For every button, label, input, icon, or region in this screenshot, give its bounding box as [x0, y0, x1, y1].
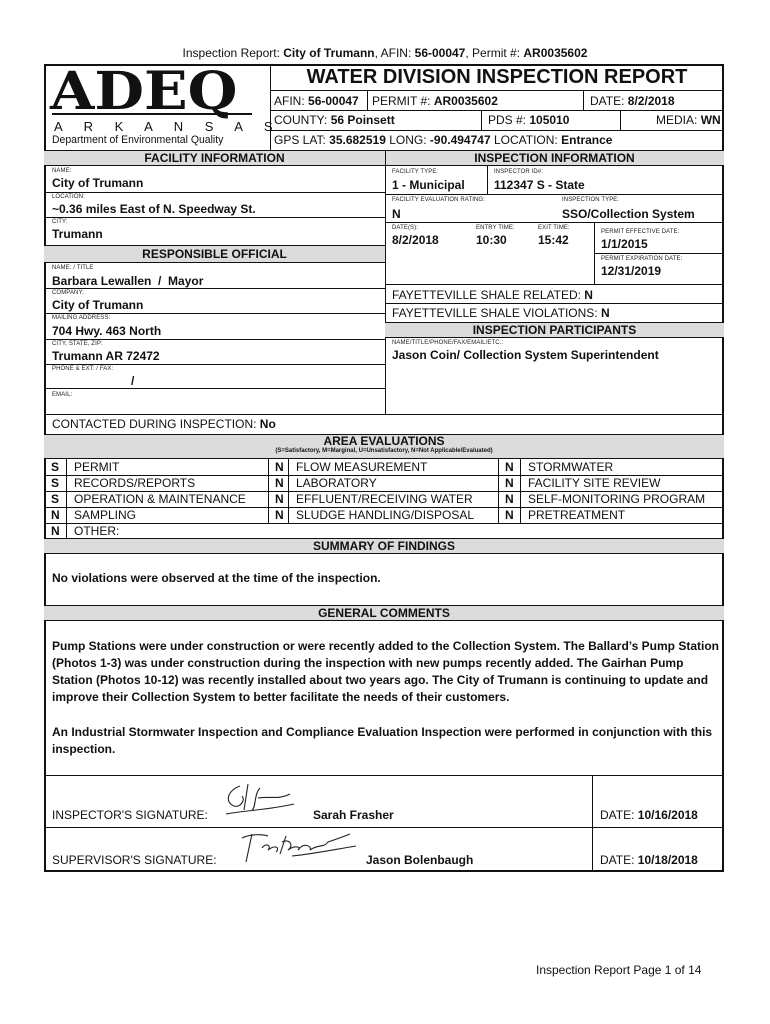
official-name-rule	[44, 288, 385, 289]
area-eval-gridline	[66, 459, 67, 475]
eval-row-rule	[385, 222, 724, 223]
area-evaluations-title: AREA EVALUATIONS	[323, 434, 445, 448]
adeq-logo-text: ADEQ	[50, 61, 238, 122]
area-eval-label: FACILITY SITE REVIEW	[528, 476, 661, 490]
gps-lat-value: 35.682519	[329, 133, 386, 147]
participants-value: Jason Coin/ Collection System Superintendent	[392, 348, 659, 362]
findings-heading	[44, 538, 724, 554]
page-header-afin-label: , AFIN:	[374, 46, 412, 60]
area-eval-gridline	[498, 459, 499, 475]
area-eval-gridline	[268, 491, 269, 507]
type-row-rule	[385, 194, 724, 195]
area-eval-code: S	[51, 492, 60, 506]
media-value: WN	[700, 113, 721, 127]
area-eval-gridline	[268, 459, 269, 475]
comments-heading	[44, 605, 724, 621]
supervisor-date-value: 10/18/2018	[637, 853, 698, 867]
inspector-name: Sarah Frasher	[313, 808, 394, 822]
page-header-facility: City of Trumann	[283, 46, 375, 60]
contacted-label: CONTACTED DURING INSPECTION:	[52, 417, 257, 431]
inspection-type-label: INSPECTION TYPE:	[562, 197, 620, 203]
inspection-type-value: SSO/Collection System	[562, 207, 695, 221]
effective-date-label: PERMIT EFFECTIVE DATE:	[601, 229, 680, 235]
gps-lat-label: GPS LAT:	[274, 133, 326, 147]
area-evaluations-legend: (S=Satisfactory, M=Marginal, U=Unsatisfactory, N=Not Applicable/Evaluated)	[275, 448, 493, 454]
comments-para-2: An Industrial Stormwater Inspection and Compliance Evaluation Inspection were performed in conjunction with this inspection.	[52, 725, 713, 756]
official-name-value: Barbara Lewallen / Mayor	[52, 274, 204, 288]
shale-violations-label: FAYETTEVILLE SHALE VIOLATIONS:	[392, 306, 598, 320]
area-eval-label: OTHER:	[74, 524, 120, 538]
page-header-permit: AR0035602	[523, 46, 588, 60]
official-phone-sep: /	[131, 374, 135, 388]
signature-divider	[592, 775, 593, 872]
facility-info-heading-text: FACILITY INFORMATION	[144, 151, 285, 165]
gps-cell	[274, 133, 612, 147]
official-csz-rule	[44, 364, 385, 365]
participants-label: NAME/TITLE/PHONE/FAX/EMAIL/ETC.:	[392, 340, 504, 346]
middle-divider	[385, 150, 386, 414]
facility-location-label: LOCATION:	[52, 194, 85, 200]
afin-row-rule	[270, 110, 722, 111]
official-company-label: COMPANY:	[52, 290, 85, 296]
area-eval-label: FLOW MEASUREMENT	[296, 460, 428, 474]
shale-related-label: FAYETTEVILLE SHALE RELATED:	[392, 288, 581, 302]
official-company-value: City of Trumann	[52, 298, 144, 312]
area-eval-gridline	[520, 507, 521, 523]
area-eval-gridline	[66, 491, 67, 507]
area-eval-gridline	[66, 507, 67, 523]
media-cell	[656, 113, 721, 127]
eval-rating-label: FACILITY EVALUATION RATING:	[392, 197, 485, 203]
area-eval-gridline	[66, 475, 67, 491]
area-eval-gridline	[288, 475, 289, 491]
area-eval-code: N	[51, 508, 60, 522]
area-eval-label: PERMIT	[74, 460, 120, 474]
responsible-official-heading	[44, 245, 385, 263]
area-eval-gridline	[288, 459, 289, 475]
supervisor-signature-image	[232, 828, 362, 868]
expiration-date-value: 12/31/2019	[601, 264, 662, 278]
area-eval-label: SLUDGE HANDLING/DISPOSAL	[296, 508, 475, 522]
inspector-date-label: DATE:	[600, 808, 635, 822]
permit-label: PERMIT #:	[372, 94, 431, 108]
supervisor-date-label: DATE:	[600, 853, 635, 867]
media-label: MEDIA:	[656, 113, 698, 127]
area-eval-gridline	[268, 507, 269, 523]
area-eval-label: EFFLUENT/RECEIVING WATER	[296, 492, 473, 506]
area-eval-code: N	[505, 508, 514, 522]
date-label: DATE:	[590, 94, 625, 108]
responsible-official-heading-text: RESPONSIBLE OFFICIAL	[142, 247, 287, 261]
area-eval-gridline	[498, 475, 499, 491]
area-eval-label: LABORATORY	[296, 476, 377, 490]
entry-time-label: ENTRY TIME:	[476, 225, 515, 231]
area-eval-label: SELF-MONITORING PROGRAM	[528, 492, 706, 506]
pds-divider	[620, 110, 621, 130]
eval-rating-value: N	[392, 207, 401, 221]
page-header-permit-label: , Permit #:	[465, 46, 521, 60]
shale-violations-value: N	[600, 306, 610, 320]
area-eval-code: N	[51, 524, 60, 538]
official-email-label: EMAIL:	[52, 392, 73, 398]
inspector-id-value: 112347 S - State	[494, 178, 585, 192]
facility-city-value: Trumann	[52, 227, 103, 241]
area-eval-code: S	[51, 460, 60, 474]
page-header-afin: 56-00047	[414, 46, 466, 60]
contacted-top-rule	[44, 414, 724, 415]
county-value: 56 Poinsett	[330, 113, 395, 127]
participants-heading-text: INSPECTION PARTICIPANTS	[472, 323, 637, 337]
official-mailing-rule	[44, 339, 385, 340]
permit-divider	[583, 90, 584, 110]
type-id-divider	[487, 166, 488, 194]
dates-row-rule	[385, 284, 724, 285]
area-eval-gridline	[520, 491, 521, 507]
page-number: Inspection Report Page 1 of 14	[536, 963, 702, 977]
supervisor-name: Jason Bolenbaugh	[366, 853, 474, 867]
area-eval-gridline	[268, 475, 269, 491]
shale-violations	[392, 306, 610, 320]
contacted-value: No	[259, 417, 276, 431]
dates-label: DATE(S):	[392, 225, 419, 231]
pds-label: PDS #:	[488, 113, 527, 127]
area-eval-code: N	[505, 492, 514, 506]
gps-long-label: LONG:	[389, 133, 427, 147]
inspector-date-value: 10/16/2018	[637, 808, 698, 822]
area-eval-gridline	[498, 507, 499, 523]
agency-state: A R K A N S A S	[54, 119, 282, 134]
supervisor-date	[600, 853, 698, 867]
shale-related	[392, 288, 593, 302]
area-eval-gridline	[498, 523, 724, 524]
agency-department: Department of Environmental Quality	[52, 134, 224, 146]
afin-divider	[367, 90, 368, 110]
area-eval-gridline	[520, 475, 521, 491]
county-divider	[481, 110, 482, 130]
area-eval-label: STORMWATER	[528, 460, 614, 474]
official-mailing-label: MAILING ADDRESS:	[52, 315, 111, 321]
official-phone-rule	[44, 388, 385, 389]
area-eval-code: N	[275, 460, 284, 474]
facility-location-rule	[44, 217, 385, 218]
logo-underline	[52, 113, 252, 115]
exit-time-value: 15:42	[538, 233, 569, 247]
supervisor-signature-label: SUPERVISOR'S SIGNATURE:	[52, 853, 217, 867]
facility-city-label: CITY:	[52, 219, 68, 225]
signature-top-rule	[44, 775, 724, 776]
county-cell	[274, 113, 395, 127]
facility-type-value: 1 - Municipal	[392, 178, 465, 192]
county-row-rule	[270, 130, 722, 131]
area-evaluations-heading	[44, 434, 724, 459]
findings-heading-text: SUMMARY OF FINDINGS	[312, 539, 455, 553]
official-company-rule	[44, 313, 385, 314]
comments-para-1: Pump Stations were under construction or were recently added to the Collection System. The Ballard’s Pump Station (Photos 1-3) was under construction during the inspection with new pumps recently added. The Gairhan Pump Station (Photos 10-12) was recently installed about two years ago. The City of Trumann is continuing to update and improve their Collection System to better facilitate the needs of their customers.	[52, 639, 720, 704]
inspection-info-heading	[385, 150, 724, 166]
area-eval-gridline	[288, 491, 289, 507]
location-label: LOCATION:	[493, 133, 558, 147]
title-rule	[270, 90, 722, 91]
effective-date-rule	[594, 253, 724, 254]
area-eval-code: N	[505, 476, 514, 490]
signature-mid-rule	[44, 827, 724, 828]
page-header	[0, 46, 770, 60]
inspector-signature-label: INSPECTOR'S SIGNATURE:	[52, 808, 208, 822]
facility-location-value: ~0.36 miles East of N. Speedway St.	[52, 202, 256, 216]
area-eval-code: N	[275, 476, 284, 490]
facility-name-label: NAME:	[52, 168, 72, 174]
contacted-row	[52, 417, 276, 431]
area-eval-label: OPERATION & MAINTENANCE	[74, 492, 246, 506]
page-header-label: Inspection Report:	[182, 46, 280, 60]
expiration-date-label: PERMIT EXPIRATION DATE:	[601, 256, 683, 262]
pds-cell	[488, 113, 569, 127]
area-eval-gridline	[498, 491, 499, 507]
area-eval-gridline	[66, 523, 67, 539]
official-csz-value: Trumann AR 72472	[52, 349, 160, 363]
area-eval-gridline	[520, 459, 521, 475]
inspector-id-label: INSPECTOR ID#:	[494, 169, 543, 175]
facility-info-heading	[44, 150, 385, 166]
facility-name-value: City of Trumann	[52, 176, 144, 190]
permit-cell	[372, 94, 498, 108]
header-divider	[270, 64, 271, 150]
date-cell	[590, 94, 675, 108]
inspection-info-heading-text: INSPECTION INFORMATION	[474, 151, 635, 165]
area-eval-label: RECORDS/REPORTS	[74, 476, 196, 490]
findings-text: No violations were observed at the time of the inspection.	[52, 571, 381, 585]
shale-related-value: N	[584, 288, 593, 302]
official-phone-label: PHONE & EXT: / FAX:	[52, 366, 114, 372]
adeq-logo	[50, 61, 260, 124]
date-value: 8/2/2018	[627, 94, 675, 108]
dates-value: 8/2/2018	[392, 233, 439, 247]
afin-cell	[274, 94, 359, 108]
report-title: WATER DIVISION INSPECTION REPORT	[306, 66, 688, 88]
official-csz-label: CITY, STATE, ZIP:	[52, 341, 103, 347]
shale-related-rule	[385, 303, 724, 304]
area-eval-gridline	[288, 507, 289, 523]
area-eval-code: N	[275, 508, 284, 522]
gps-long-value: -90.494747	[429, 133, 491, 147]
official-name-label: NAME: / TITLE	[52, 265, 94, 271]
exit-time-label: EXIT TIME:	[538, 225, 570, 231]
area-eval-gridline	[268, 523, 498, 524]
area-eval-code: S	[51, 476, 60, 490]
area-eval-code: N	[275, 492, 284, 506]
area-eval-label: PRETREATMENT	[528, 508, 626, 522]
comments-heading-text: GENERAL COMMENTS	[318, 606, 450, 620]
inspector-signature-image	[218, 780, 318, 820]
area-eval-label: SAMPLING	[74, 508, 137, 522]
participants-heading	[385, 322, 724, 338]
inspector-date	[600, 808, 698, 822]
effective-date-value: 1/1/2015	[601, 237, 648, 251]
location-value: Entrance	[561, 133, 613, 147]
facility-name-rule	[44, 192, 385, 193]
official-mailing-value: 704 Hwy. 463 North	[52, 324, 162, 338]
pds-value: 105010	[529, 113, 570, 127]
entry-time-value: 10:30	[476, 233, 507, 247]
county-label: COUNTY:	[274, 113, 328, 127]
permit-value: AR0035602	[433, 94, 498, 108]
afin-value: 56-00047	[308, 94, 359, 108]
afin-label: AFIN:	[274, 94, 305, 108]
facility-type-label: FACILITY TYPE:	[392, 169, 439, 175]
area-eval-code: N	[505, 460, 514, 474]
